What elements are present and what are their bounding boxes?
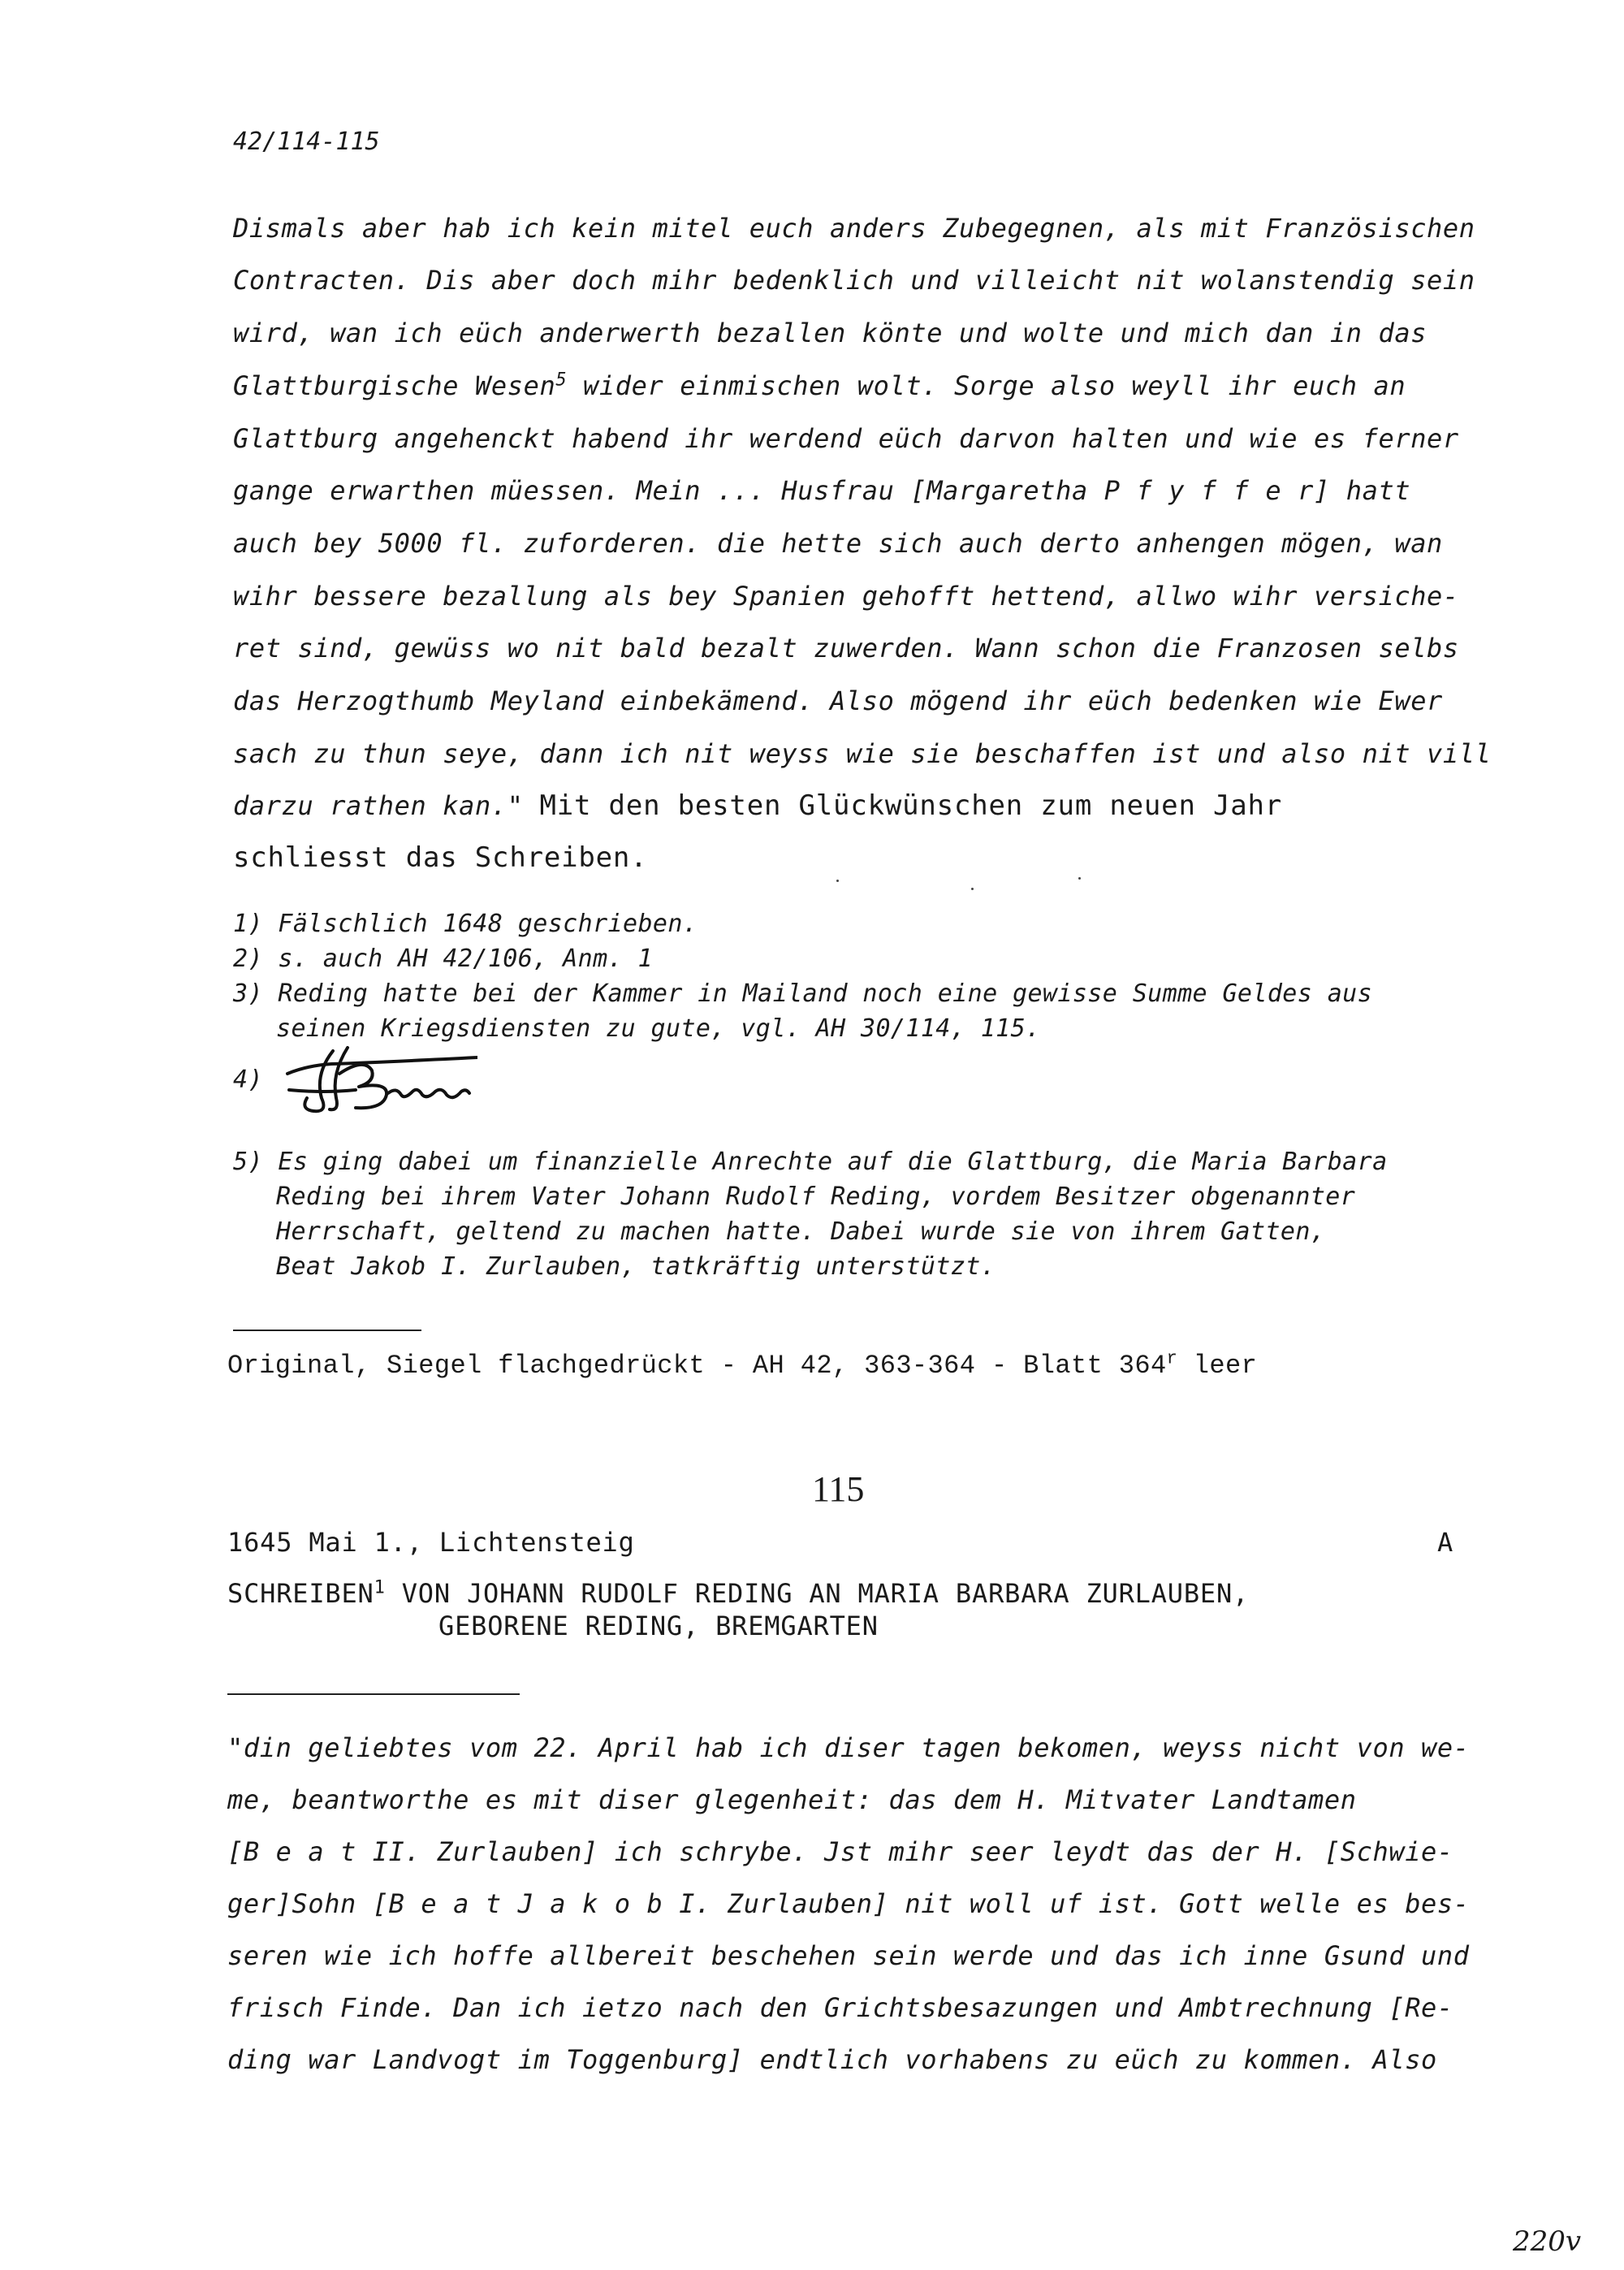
footnote-5b: Reding bei ihrem Vater Johann Rudolf Reding, vordem Besitzer obgenannter bbox=[276, 1183, 1356, 1211]
letter-line-6: frisch Finde. Dan ich ietzo nach den Grichtsbesazungen und Ambtrechnung [Re- bbox=[227, 1992, 1453, 2023]
body-line-4 bbox=[233, 370, 1406, 401]
body-line-12-b: Mit den besten Glückwünschen zum neuen Jahr bbox=[539, 789, 1283, 822]
footnote-5d: Beat Jakob I. Zurlauben, tatkräftig unterstützt. bbox=[276, 1252, 996, 1281]
source-note-text: Original, Siegel flachgedrückt - AH 42, 363-364 - Blatt 364 bbox=[227, 1351, 1167, 1381]
signature-logo bbox=[283, 1041, 477, 1119]
body-line-5: Glattburg angehenckt habend ihr werdend eüch darvon halten und wie es ferner bbox=[233, 423, 1459, 454]
letter-line-5: seren wie ich hoffe allbereit beschehen sein werde und das ich inne Gsund und bbox=[227, 1940, 1470, 1971]
body-line-12 bbox=[233, 789, 1282, 822]
footnote-3b: seinen Kriegsdiensten zu gute, vgl. AH 30/114, 115. bbox=[276, 1014, 1041, 1043]
title-sup: 1 bbox=[374, 1577, 386, 1598]
letter-line-1: "din geliebtes vom 22. April hab ich diser tagen bekomen, weyss nicht von we- bbox=[227, 1732, 1470, 1763]
date-place: 1645 Mai 1., Lichtensteig bbox=[227, 1527, 635, 1558]
source-note-sup: r bbox=[1166, 1348, 1178, 1369]
footnote-marker-5: 5 bbox=[555, 370, 568, 391]
body-line-1: Dismals aber hab ich kein mitel euch anders Zubegegnen, als mit Französischen bbox=[233, 213, 1475, 244]
source-note bbox=[227, 1348, 1258, 1381]
footnote-4: 4) bbox=[233, 1066, 263, 1094]
source-note-tail: leer bbox=[1177, 1351, 1258, 1381]
page-reference: 42/114-115 bbox=[233, 128, 380, 156]
body-line-4-b: wider einmischen wolt. Sorge also weyll ihr euch an bbox=[583, 370, 1406, 401]
document-title-line-2: GEBORENE REDING, BREMGARTEN bbox=[438, 1611, 879, 1641]
letter-line-4: ger]Sohn [B e a t J a k o b I. Zurlauben] nit woll uf ist. Gott welle es bes- bbox=[227, 1888, 1470, 1919]
document-title-line-1 bbox=[227, 1578, 1249, 1609]
title-pre: SCHREIBEN bbox=[227, 1578, 374, 1609]
footnote-1: 1) Fälschlich 1648 geschrieben. bbox=[233, 910, 698, 938]
body-line-4-a: Glattburgische Wesen bbox=[233, 370, 556, 401]
body-line-13: schliesst das Schreiben. bbox=[233, 841, 648, 874]
body-line-10: das Herzogthumb Meyland einbekämend. Also mögend ihr eüch bedenken wie Ewer bbox=[233, 685, 1443, 716]
body-line-9: ret sind, gewüss wo nit bald bezalt zuwerden. Wann schon die Franzosen selbs bbox=[233, 633, 1459, 664]
footnote-divider bbox=[233, 1330, 421, 1331]
body-line-3: wird, wan ich eüch anderwerth bezallen könte und wolte und mich dan in das bbox=[233, 318, 1427, 348]
footnote-5c: Herrschaft, geltend zu machen hatte. Dabei wurde sie von ihrem Gatten, bbox=[276, 1217, 1326, 1246]
footnote-2: 2) s. auch AH 42/106, Anm. 1 bbox=[233, 945, 653, 973]
footnote-5a: 5) Es ging dabei um finanzielle Anrechte auf die Glattburg, die Maria Barbara bbox=[233, 1148, 1388, 1176]
body-line-7: auch bey 5000 fl. zuforderen. die hette sich auch derto anhengen mögen, wan bbox=[233, 528, 1443, 559]
document-number: 115 bbox=[812, 1469, 865, 1509]
body-line-12-a: darzu rathen kan." bbox=[233, 790, 524, 821]
body-line-8: wihr bessere bezallung als bey Spanien gehofft hettend, allwo wihr versiche- bbox=[233, 581, 1459, 612]
footnote-3a: 3) Reding hatte bei der Kammer in Mailand noch eine gewisse Summe Geldes aus bbox=[233, 979, 1373, 1008]
body-line-6: gange erwarthen müessen. Mein ... Husfrau [Margaretha P f y f f e r] hatt bbox=[233, 475, 1411, 506]
body-line-2: Contracten. Dis aber doch mihr bedenklich und villeicht nit wolanstendig sein bbox=[233, 265, 1475, 296]
title-post: VON JOHANN RUDOLF REDING AN MARIA BARBARA ZURLAUBEN, bbox=[385, 1578, 1250, 1609]
header-divider bbox=[227, 1693, 520, 1695]
letter-line-3: [B e a t II. Zurlauben] ich schrybe. Jst mihr seer leydt das der H. [Schwie- bbox=[227, 1836, 1453, 1867]
document-letter: A bbox=[1437, 1527, 1454, 1558]
letter-line-2: me, beantworthe es mit diser glegenheit: das dem H. Mitvater Landtamen bbox=[227, 1784, 1357, 1815]
body-line-11: sach zu thun seye, dann ich nit weyss wie sie beschaffen ist und also nit vill bbox=[233, 738, 1492, 769]
archive-stamp: 220v bbox=[1513, 2225, 1582, 2258]
letter-line-7: ding war Landvogt im Toggenburg] endtlich vorhabens zu eüch zu kommen. Also bbox=[227, 2044, 1437, 2075]
